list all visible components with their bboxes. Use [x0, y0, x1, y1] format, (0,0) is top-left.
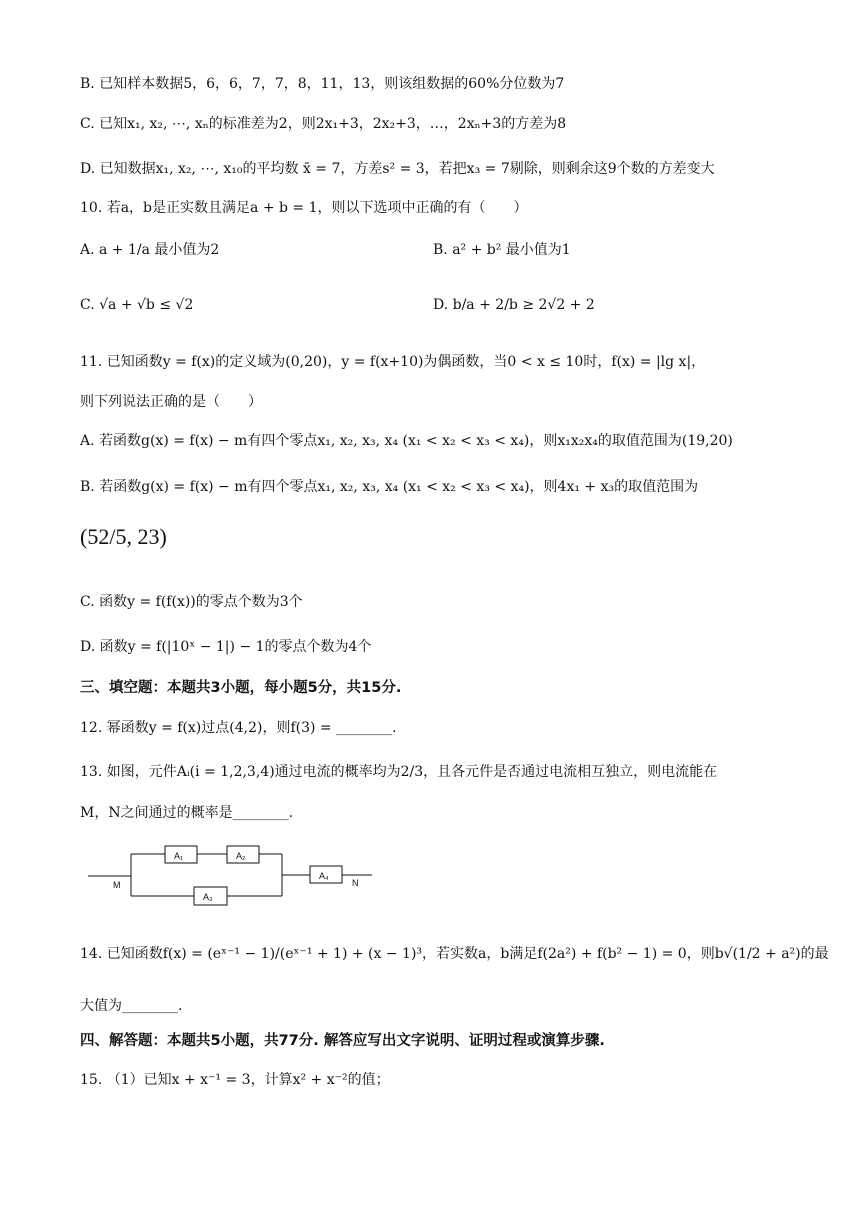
circuit-diagram [88, 838, 388, 910]
section-3-heading: 三、填空题：本题共3小题，每小题5分，共15分. [80, 680, 402, 696]
section-4-heading: 四、解答题：本题共5小题，共77分. 解答应写出文字说明、证明过程或演算步骤. [80, 1033, 605, 1049]
circuit-label-m: M [113, 880, 121, 890]
q15-part1: 15. （1）已知x + x⁻¹ = 3，计算x² + x⁻²的值； [80, 1072, 390, 1088]
q9-option-b: B. 已知样本数据5，6，6，7，7，8，11，13，则该组数据的60%分位数为7 [80, 76, 565, 92]
circuit-label-a1: A₁ [174, 851, 184, 861]
q14-line2: 大值为________. [80, 998, 183, 1014]
q11-stem-line1: 11. 已知函数y = f(x)的定义域为(0,20)，y = f(x+10)为偶函数，当0 < x ≤ 10时，f(x) = |lg x|， [80, 354, 706, 370]
q11-option-d: D. 函数y = f(|10ˣ − 1|) − 1的零点个数为4个 [80, 639, 372, 655]
q10-option-b: B. a² + b² 最小值为1 [433, 242, 571, 258]
q9-option-d: D. 已知数据x₁, x₂, ⋯, x₁₀的平均数 x̄ = 7，方差s² = 3，若把x₃ = 7剔除，则剩余这9个数的方差变大 [80, 161, 715, 177]
q10-stem: 10. 若a，b是正实数且满足a + b = 1，则以下选项中正确的有（ ） [80, 200, 528, 216]
circuit-label-n: N [352, 878, 359, 888]
q11-option-c: C. 函数y = f(f(x))的零点个数为3个 [80, 594, 303, 610]
circuit-label-a4: A₄ [319, 871, 329, 881]
q11-option-a: A. 若函数g(x) = f(x) − m有四个零点x₁, x₂, x₃, x₄ (x₁ < x₂ < x₃ < x₄)，则x₁x₂x₄的取值范围为(19,20) [80, 433, 733, 449]
q13-line2: M，N之间通过的概率是________. [80, 805, 294, 821]
circuit-label-a2: A₂ [236, 851, 246, 861]
q11-option-b: B. 若函数g(x) = f(x) − m有四个零点x₁, x₂, x₃, x₄ (x₁ < x₂ < x₃ < x₄)，则4x₁ + x₃的取值范围为 [80, 479, 699, 495]
q10-option-d: D. b/a + 2/b ≥ 2√2 + 2 [433, 297, 595, 313]
q11-stem-line2: 则下列说法正确的是（ ） [80, 394, 262, 410]
q9-option-c: C. 已知x₁, x₂, ⋯, xₙ的标准差为2，则2x₁+3，2x₂+3，…，2xₙ+3的方差为8 [80, 116, 567, 132]
q11-option-b-range: (52/5, 23) [80, 524, 167, 549]
q10-option-a: A. a + 1/a 最小值为2 [80, 242, 220, 258]
q14-line1: 14. 已知函数f(x) = (eˣ⁻¹ − 1)/(eˣ⁻¹ + 1) + (x − 1)³，若实数a，b满足f(2a²) + f(b² − 1) = 0，则b√(1/2 + a²)的最 [80, 946, 829, 962]
q12: 12. 幂函数y = f(x)过点(4,2)，则f(3) = ________. [80, 720, 397, 736]
q13-line1: 13. 如图，元件Aᵢ(i = 1,2,3,4)通过电流的概率均为2/3，且各元件是否通过电流相互独立，则电流能在 [80, 764, 718, 780]
circuit-label-a3: A₃ [203, 892, 213, 902]
q10-option-c: C. √a + √b ≤ √2 [80, 297, 194, 313]
